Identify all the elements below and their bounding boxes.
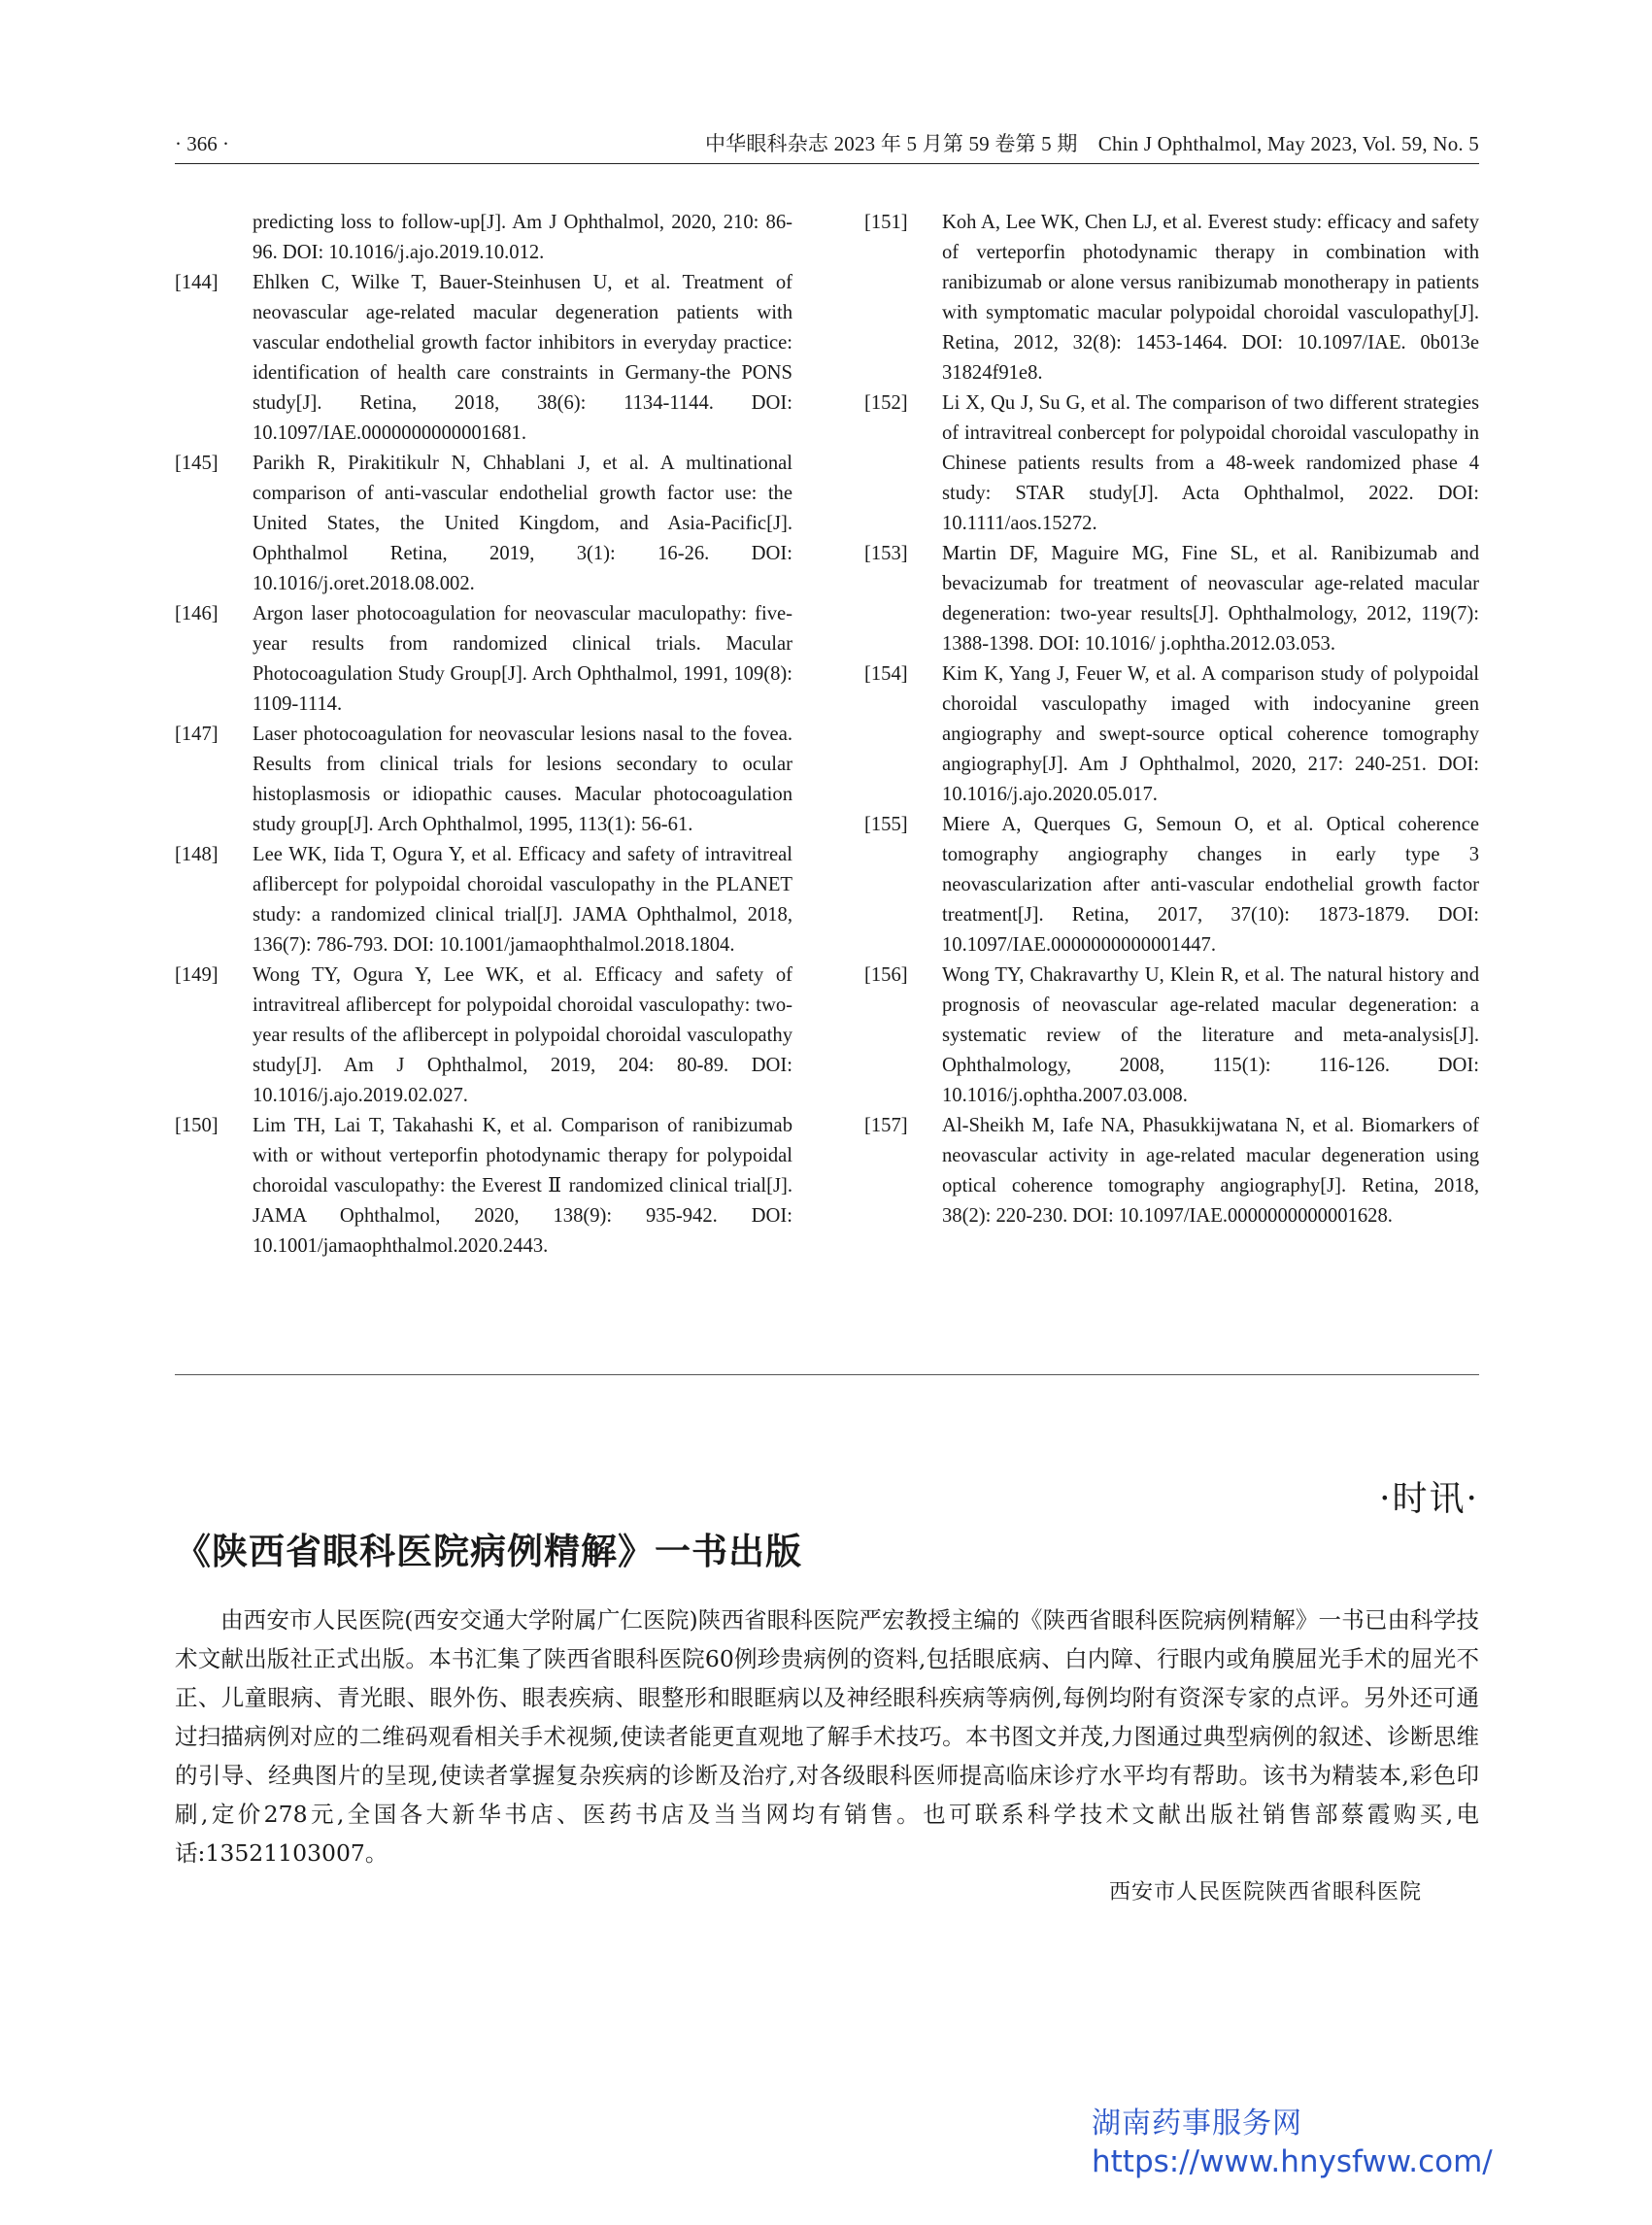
reference-number: [153] [864,543,908,564]
reference-text: Wong TY, Ogura Y, Lee WK, et al. Efficacy and safety of intravitreal aflibercept for polypoidal choroidal vasculopathy: two-year results of the aflibercept in polypoidal choroidal vasculopathy study[J]. Am J Ophthalmol, 2019, 204: 80-89. DOI: 10.1016/j.ajo.2019.02.027. [253,964,792,1106]
reference-number: [150] [175,1115,219,1136]
reference-text: Laser photocoagulation for neovascular lesions nasal to the fovea. Results from clinical trials for lesions secondary to ocular histoplasmosis or idiopathic causes. Macular photocoagulation study group[J]. Arch Ophthalmol, 1995, 113(1): 56-61. [253,724,792,835]
reference-text: Miere A, Querques G, Semoun O, et al. Optical coherence tomography angiography changes in early type 3 neovascularization after anti-vascular endothelial growth factor treatment[J]. Retina, 2017, 37(10): 1873-1879. DOI: 10.1097/IAE.0000000000001447. [942,814,1479,956]
reference-item [175,961,792,1111]
news-title: 《陕西省眼科医院病例精解》一书出版 [175,1531,802,1572]
watermark [1092,2106,1493,2181]
news-signature: 西安市人民医院陕西省眼科医院 [1108,1880,1422,1905]
reference-number: [151] [864,212,908,233]
reference-text: Argon laser photocoagulation for neovascular maculopathy: five-year results from randomized clinical trials. Macular Photocoagulation Study Group[J]. Arch Ophthalmol, 1991, 109(8): 1109-1114. [253,603,792,715]
reference-text: Koh A, Lee WK, Chen LJ, et al. Everest study: efficacy and safety of verteporfin photodynamic therapy in combination with ranibizumab or alone versus ranibizumab monotherapy in patients with symptomatic macular polypoidal choroidal vasculopathy[J]. Retina, 2012, 32(8): 1453-1464. DOI: 10.1097/IAE. 0b013e 31824f91e8. [942,212,1479,384]
reference-number: [145] [175,453,219,474]
reference-item [175,449,792,599]
reference-text: Ehlken C, Wilke T, Bauer-Steinhusen U, et al. Treatment of neovascular age-related macular degeneration patients with vascular endothelial growth factor inhibitors in everyday practice: identification of health care constraints in Germany-the PONS study[J]. Retina, 2018, 38(6): 1134-1144. DOI: 10.1097/IAE.0000000000001681. [253,272,792,444]
reference-text: Lim TH, Lai T, Takahashi K, et al. Comparison of ranibizumab with or without verteporfin photodynamic therapy for polypoidal choroidal vasculopathy: the Everest Ⅱ randomized clinical trial[J]. JAMA Ophthalmol, 2020, 138(9): 935-942. DOI: 10.1001/jamaophthalmol.2020.2443. [253,1115,792,1257]
reference-item [175,268,792,449]
reference-number: [147] [175,724,219,745]
reference-text: Lee WK, Iida T, Ogura Y, et al. Efficacy and safety of intravitreal aflibercept for polypoidal choroidal vasculopathy in the PLANET study: a randomized clinical trial[J]. JAMA Ophthalmol, 2018, 136(7): 786-793. DOI: 10.1001/jamaophthalmol.2018.1804. [253,844,792,956]
reference-item [175,840,792,961]
reference-text: Li X, Qu J, Su G, et al. The comparison of two different strategies of intravitreal conbercept for polypoidal choroidal vasculopathy in Chinese patients results from a 48-week randomized phase 4 study: STAR study[J]. Acta Ophthalmol, 2022. DOI: 10.1111/aos.15272. [942,392,1479,534]
reference-text: Wong TY, Chakravarthy U, Klein R, et al. The natural history and prognosis of neovascular age-related macular degeneration: a systematic review of the literature and meta-analysis[J]. Ophthalmology, 2008, 115(1): 116-126. DOI: 10.1016/j.ophtha.2007.03.008. [942,964,1479,1106]
page-number: · 366 · [175,132,229,155]
reference-number: [154] [864,663,908,685]
reference-item [864,539,1479,659]
reference-number: [152] [864,392,908,414]
reference-number: [157] [864,1115,908,1136]
reference-number: [148] [175,844,219,865]
reference-number [175,208,253,268]
references-left-column [175,208,792,1262]
reference-item [864,388,1479,539]
reference-text: Martin DF, Maguire MG, Fine SL, et al. Ranibizumab and bevacizumab for treatment of neovascular age-related macular degeneration: two-year results[J]. Ophthalmology, 2012, 119(7): 1388-1398. DOI: 10.1016/ j.ophtha.2012.03.053. [942,543,1479,655]
reference-text: Kim K, Yang J, Feuer W, et al. A comparison study of polypoidal choroidal vasculopathy imaged with indocyanine green angiography and swept-source optical coherence tomography angiography[J]. Am J Ophthalmol, 2020, 217: 240-251. DOI: 10.1016/j.ajo.2020.05.017. [942,663,1479,805]
running-header [175,128,1479,164]
reference-text: Al-Sheikh M, Iafe NA, Phasukkijwatana N, et al. Biomarkers of neovascular activity in age-related macular degeneration using optical coherence tomography angiography[J]. Retina, 2018, 38(2): 220-230. DOI: 10.1097/IAE.0000000000001628. [942,1115,1479,1227]
reference-item [864,208,1479,388]
reference-item [175,599,792,720]
watermark-name: 湖南药事服务网 [1092,2107,1302,2141]
reference-number: [144] [175,272,219,293]
reference-number: [155] [864,814,908,835]
reference-item [864,659,1479,810]
reference-item [864,810,1479,961]
reference-item [864,961,1479,1111]
reference-number: [149] [175,964,219,986]
reference-number: [156] [864,964,908,986]
news-body: 由西安市人民医院(西安交通大学附属广仁医院)陕西省眼科医院严宏教授主编的《陕西省眼科医院病例精解》一书已由科学技术文献出版社正式出版。本书汇集了陕西省眼科医院60例珍贵病例的资料,包括眼底病、白内障、行眼内或角膜屈光手术的屈光不正、儿童眼病、青光眼、眼外伤、眼表疾病、眼整形和眼眶病以及神经眼科疾病等病例,每例均附有资深专家的点评。另外还可通过扫描病例对应的二维码观看相关手术视频,使读者能更直观地了解手术技巧。本书图文并茂,力图通过典型病例的叙述、诊断思维的引导、经典图片的呈现,使读者掌握复杂疾病的诊断及治疗,对各级眼科医师提高临床诊疗水平均有帮助。该书为精装本,彩色印刷,定价278元,全国各大新华书店、医药书店及当当网均有销售。也可联系科学技术文献出版社销售部蔡霞购买,电话:13521103007。 [175,1606,1479,1867]
reference-number: [146] [175,603,219,624]
references-right-column [864,208,1479,1231]
watermark-url[interactable]: https://www.hnysfww.com/ [1092,2144,1493,2179]
reference-item [175,208,792,268]
reference-text: predicting loss to follow-up[J]. Am J Ophthalmol, 2020, 210: 86-96. DOI: 10.1016/j.ajo.2019.10.012. [253,212,792,263]
column-tag: ·时讯· [1379,1479,1479,1519]
reference-text: Parikh R, Pirakitikulr N, Chhablani J, et al. A multinational comparison of anti-vascular endothelial growth factor use: the United States, the United Kingdom, and Asia-Pacific[J]. Ophthalmol Retina, 2019, 3(1): 16-26. DOI: 10.1016/j.oret.2018.08.002. [253,453,792,594]
section-divider [175,1374,1479,1375]
journal-citation: 中华眼科杂志 2023 年 5 月第 59 卷第 5 期 Chin J Ophthalmol, May 2023, Vol. 59, No. 5 [704,132,1479,155]
reference-item [175,1111,792,1262]
reference-item [864,1111,1479,1231]
reference-item [175,720,792,840]
